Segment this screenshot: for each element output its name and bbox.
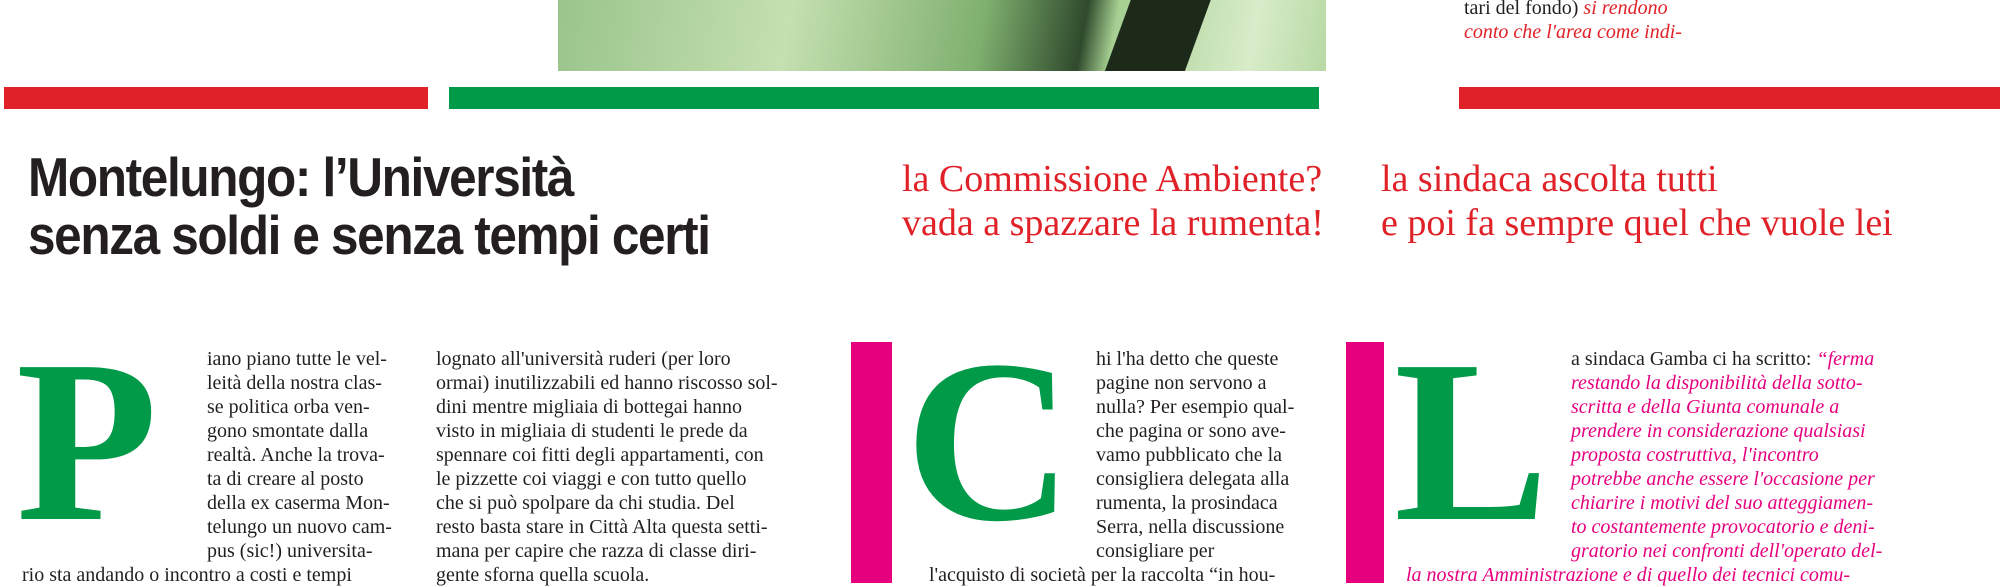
subhead-commissione-line-1: la Commissione Ambiente? bbox=[902, 158, 1323, 200]
article1-col2-line: ormai) inutilizzabili ed hanno riscosso sol- bbox=[436, 372, 778, 394]
article1-col2-line: resto basta stare in Città Alta questa setti- bbox=[436, 516, 768, 538]
snippet-italic-2: conto che l'area come indi- bbox=[1464, 21, 1682, 43]
article2-line: vamo pubblicato che la bbox=[1096, 444, 1283, 466]
subhead-commissione-line-2: vada a spazzare la rumenta! bbox=[902, 202, 1324, 244]
article3-quote-start: “ferma bbox=[1816, 348, 1875, 370]
article1-col1-line: realtà. Anche la trova- bbox=[207, 444, 385, 466]
article1-col2-line: gente sforna quella scuola. bbox=[436, 564, 650, 586]
subhead-sindaca bbox=[1381, 157, 1893, 245]
article3-quote-line: scritta e della Giunta comunale a bbox=[1571, 396, 1840, 418]
article1-col1-line: gono smontate dalla bbox=[207, 420, 369, 442]
article2-col bbox=[1096, 347, 1294, 563]
drop-cap-l: L bbox=[1394, 313, 1549, 570]
article3-quote-line: to costantemente provocatorio e deni- bbox=[1571, 516, 1875, 538]
subhead-commissione bbox=[902, 157, 1324, 245]
divider-bar-red-right bbox=[1459, 87, 2000, 109]
drop-cap-c: C bbox=[905, 313, 1073, 570]
article3-full-line: la nostra Amministrazione e di quello dei tecnici comu- bbox=[1406, 564, 1851, 586]
article3-quote-line: gratorio nei confronti dell'operato del- bbox=[1571, 540, 1883, 562]
divider-bar-green-middle bbox=[449, 87, 1319, 109]
article1-col1-line: della ex caserma Mon- bbox=[207, 492, 390, 514]
article1-col1 bbox=[207, 347, 392, 563]
column-rule-left bbox=[851, 342, 892, 583]
subhead-sindaca-line-2: e poi fa sempre quel che vuole lei bbox=[1381, 202, 1893, 244]
article1-col1-line: iano piano tutte le vel- bbox=[207, 348, 387, 370]
article2-full-line: l'acquisto di società per la raccolta “in hou- bbox=[929, 564, 1276, 586]
headline-line-2: senza soldi e senza tempi certi bbox=[28, 204, 710, 266]
article3-first-line: a sindaca Gamba ci ha scritto: bbox=[1571, 348, 1817, 370]
article1-col1-line: pus (sic!) universita- bbox=[207, 540, 373, 562]
article2-line: rumenta, la prosindaca bbox=[1096, 492, 1278, 514]
article1-col1-full-line: rio sta andando o incontro a costi e tempi bbox=[22, 564, 352, 586]
article1-col2 bbox=[436, 347, 778, 587]
article3-quote-line: proposta costruttiva, l'incontro bbox=[1571, 444, 1819, 466]
column-rule-right bbox=[1346, 342, 1384, 583]
article-photo bbox=[558, 0, 1326, 71]
article1-col2-line: dini mentre migliaia di bottegai hanno bbox=[436, 396, 743, 418]
article1-col2-line: mana per capire che razza di classe diri- bbox=[436, 540, 757, 562]
article2-line: hi l'ha detto che queste bbox=[1096, 348, 1279, 370]
article3-quote-line: restando la disponibilità della sotto- bbox=[1571, 372, 1863, 394]
article1-col1-line: leità della nostra clas- bbox=[207, 372, 382, 394]
article2-line: che pagina or sono ave- bbox=[1096, 420, 1286, 442]
article2-line: Serra, nella discussione bbox=[1096, 516, 1285, 538]
article2-line: pagine non servono a bbox=[1096, 372, 1267, 394]
article3-quote-line: chiarire i motivi del suo atteggiamen- bbox=[1571, 492, 1873, 514]
main-headline bbox=[28, 148, 710, 264]
drop-cap-p: P bbox=[16, 313, 158, 570]
article3-quote-line: prendere in considerazione qualsiasi bbox=[1571, 420, 1866, 442]
article2-line: consigliare per bbox=[1096, 540, 1215, 562]
article1-col2-line: visto in migliaia di studenti le prede da bbox=[436, 420, 748, 442]
subhead-sindaca-line-1: la sindaca ascolta tutti bbox=[1381, 158, 1718, 200]
article1-col1-line: se politica orba ven- bbox=[207, 396, 370, 418]
article1-col1-line: ta di creare al posto bbox=[207, 468, 364, 490]
article1-col1-line: telungo un nuovo cam- bbox=[207, 516, 392, 538]
article3-col bbox=[1571, 347, 1882, 563]
top-right-snippet bbox=[1464, 0, 1682, 44]
article1-col2-line: lognato all'università ruderi (per loro bbox=[436, 348, 731, 370]
article2-line: consigliera delegata alla bbox=[1096, 468, 1290, 490]
article1-col2-line: le pizzette coi viaggi e con tutto quello bbox=[436, 468, 747, 490]
divider-bar-red-left bbox=[4, 87, 428, 109]
snippet-plain: tari del fondo) bbox=[1464, 0, 1579, 19]
article1-col2-line: spennare coi fitti degli appartamenti, con bbox=[436, 444, 764, 466]
article1-col2-line: che si può spolpare da chi studia. Del bbox=[436, 492, 735, 514]
article3-quote-line: potrebbe anche essere l'occasione per bbox=[1571, 468, 1875, 490]
headline-line-1: Montelungo: l’Università bbox=[28, 146, 574, 208]
snippet-italic-1: si rendono bbox=[1583, 0, 1668, 19]
article2-line: nulla? Per esempio qual- bbox=[1096, 396, 1295, 418]
